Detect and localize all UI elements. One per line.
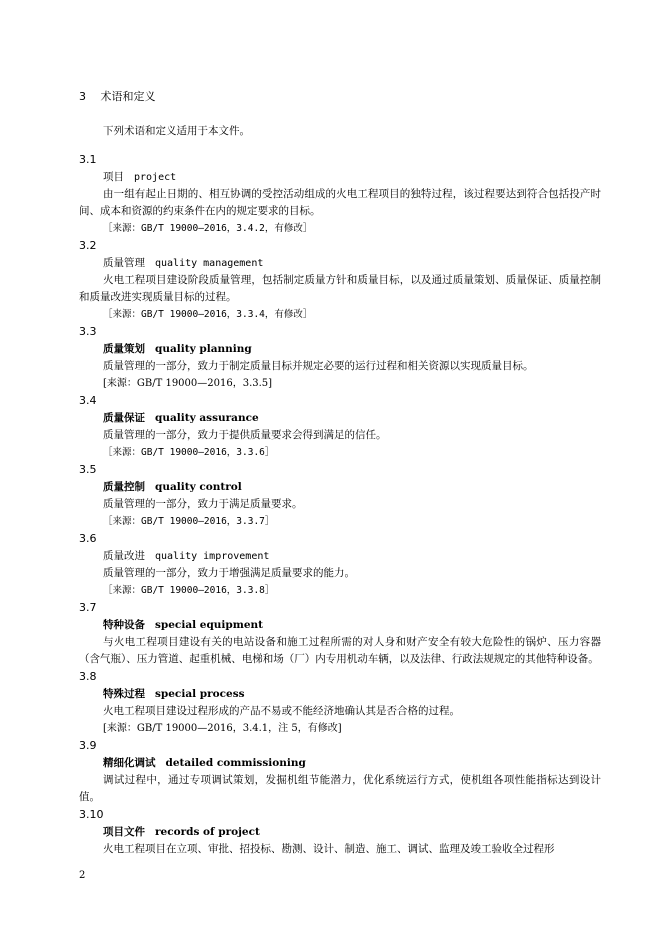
term-number: 3.3 — [79, 325, 97, 338]
term-definition: 质量管理的一部分，致力于满足质量要求。 — [103, 498, 303, 510]
term-entry — [79, 392, 601, 461]
term-name — [79, 686, 601, 703]
term-definition: 调试过程中，通过专项调试策划，发掘机组节能潜力，优化系统运行方式，使机组各项性能指标达到设计值。 — [79, 774, 601, 803]
intro-paragraph: 下列术语和定义适用于本文件。 — [103, 125, 250, 137]
term-name — [79, 479, 601, 496]
page-number: 2 — [79, 870, 86, 881]
term-definition: 火电工程项目建设过程形成的产品不易或不能经济地确认其是否合格的过程。 — [103, 705, 460, 717]
term-name-en: special equipment — [155, 619, 264, 631]
term-source: [来源：GB/T 19000—2016，3.3.5] — [103, 378, 273, 389]
term-number: 3.10 — [79, 808, 104, 821]
term-entry — [79, 737, 601, 806]
term-name — [79, 255, 601, 272]
term-source: ［来源：GB/T 19000—2016，3.4.2，有修改］ — [103, 223, 313, 234]
terms-list — [79, 151, 601, 858]
term-name-zh: 质量保证 — [103, 412, 145, 424]
term-name — [79, 548, 601, 565]
term-name-en: quality control — [155, 481, 242, 493]
term-definition: 火电工程项目建设阶段质量管理，包括制定质量方针和质量目标，以及通过质量策划、质量保证、质量控制和质量改进实现质量目标的过程。 — [79, 274, 601, 303]
term-name-en: project — [134, 172, 177, 183]
term-source: ［来源：GB/T 19000—2016，3.3.8］ — [103, 585, 275, 596]
term-entry — [79, 530, 601, 599]
term-name — [79, 755, 601, 772]
term-name — [79, 410, 601, 427]
term-entry — [79, 237, 601, 323]
term-number: 3.1 — [79, 153, 97, 166]
term-name-en: quality improvement — [155, 551, 270, 562]
term-entry — [79, 461, 601, 530]
term-name — [79, 341, 601, 358]
term-definition: 由一组有起止日期的、相互协调的受控活动组成的火电工程项目的独特过程，该过程要达到符合包括投产时间、成本和资源的约束条件在内的规定要求的目标。 — [79, 188, 601, 217]
term-number: 3.4 — [79, 394, 97, 407]
term-name-en: detailed commissioning — [165, 757, 306, 769]
term-entry — [79, 151, 601, 237]
term-name-en: quality assurance — [155, 412, 259, 424]
term-name-zh: 精细化调试 — [103, 757, 156, 769]
term-number: 3.8 — [79, 670, 97, 683]
term-entry — [79, 668, 601, 737]
term-name-zh: 质量改进 — [103, 550, 145, 562]
term-name — [79, 824, 601, 841]
term-name — [79, 617, 601, 634]
term-name-zh: 特殊过程 — [103, 688, 145, 700]
term-definition: 质量管理的一部分，致力于制定质量目标并规定必要的运行过程和相关资源以实现质量目标。 — [103, 360, 534, 372]
term-definition: 质量管理的一部分，致力于提供质量要求会得到满足的信任。 — [103, 429, 387, 441]
term-number: 3.7 — [79, 601, 97, 614]
section-number: 3 — [79, 90, 86, 103]
term-definition: 质量管理的一部分，致力于增强满足质量要求的能力。 — [103, 567, 355, 579]
term-number: 3.5 — [79, 463, 97, 476]
term-name-zh: 项目 — [103, 171, 124, 183]
term-source: ［来源：GB/T 19000—2016，3.3.4，有修改］ — [103, 309, 313, 320]
term-entry — [79, 323, 601, 392]
section-heading — [79, 90, 156, 104]
section-title: 术语和定义 — [100, 90, 156, 103]
term-name-zh: 质量控制 — [103, 481, 145, 493]
term-source: ［来源：GB/T 19000—2016，3.3.6］ — [103, 447, 275, 458]
term-number: 3.6 — [79, 532, 97, 545]
term-name-en: records of project — [155, 826, 260, 838]
term-name — [79, 169, 601, 186]
term-name-en: quality management — [155, 258, 264, 269]
term-number: 3.2 — [79, 239, 97, 252]
term-name-zh: 质量管理 — [103, 257, 145, 269]
term-entry — [79, 806, 601, 858]
term-definition: 与火电工程项目建设有关的电站设备和施工过程所需的对人身和财产安全有较大危险性的锅炉、压力容器（含气瓶）、压力管道、起重机械、电梯和场（厂）内专用机动车辆，以及法律、行政法规规定的其他特种设备。 — [79, 636, 601, 665]
term-entry — [79, 599, 601, 668]
term-source: [来源：GB/T 19000—2016，3.4.1，注 5，有修改] — [103, 723, 342, 734]
term-name-zh: 项目文件 — [103, 826, 145, 838]
term-name-zh: 特种设备 — [103, 619, 145, 631]
term-number: 3.9 — [79, 739, 97, 752]
term-definition: 火电工程项目在立项、审批、招投标、勘测、设计、制造、施工、调试、监理及竣工验收全过程形 — [103, 843, 555, 855]
term-name-zh: 质量策划 — [103, 343, 145, 355]
term-name-en: special process — [155, 688, 245, 700]
term-source: ［来源：GB/T 19000—2016，3.3.7］ — [103, 516, 275, 527]
term-name-en: quality planning — [155, 343, 252, 355]
